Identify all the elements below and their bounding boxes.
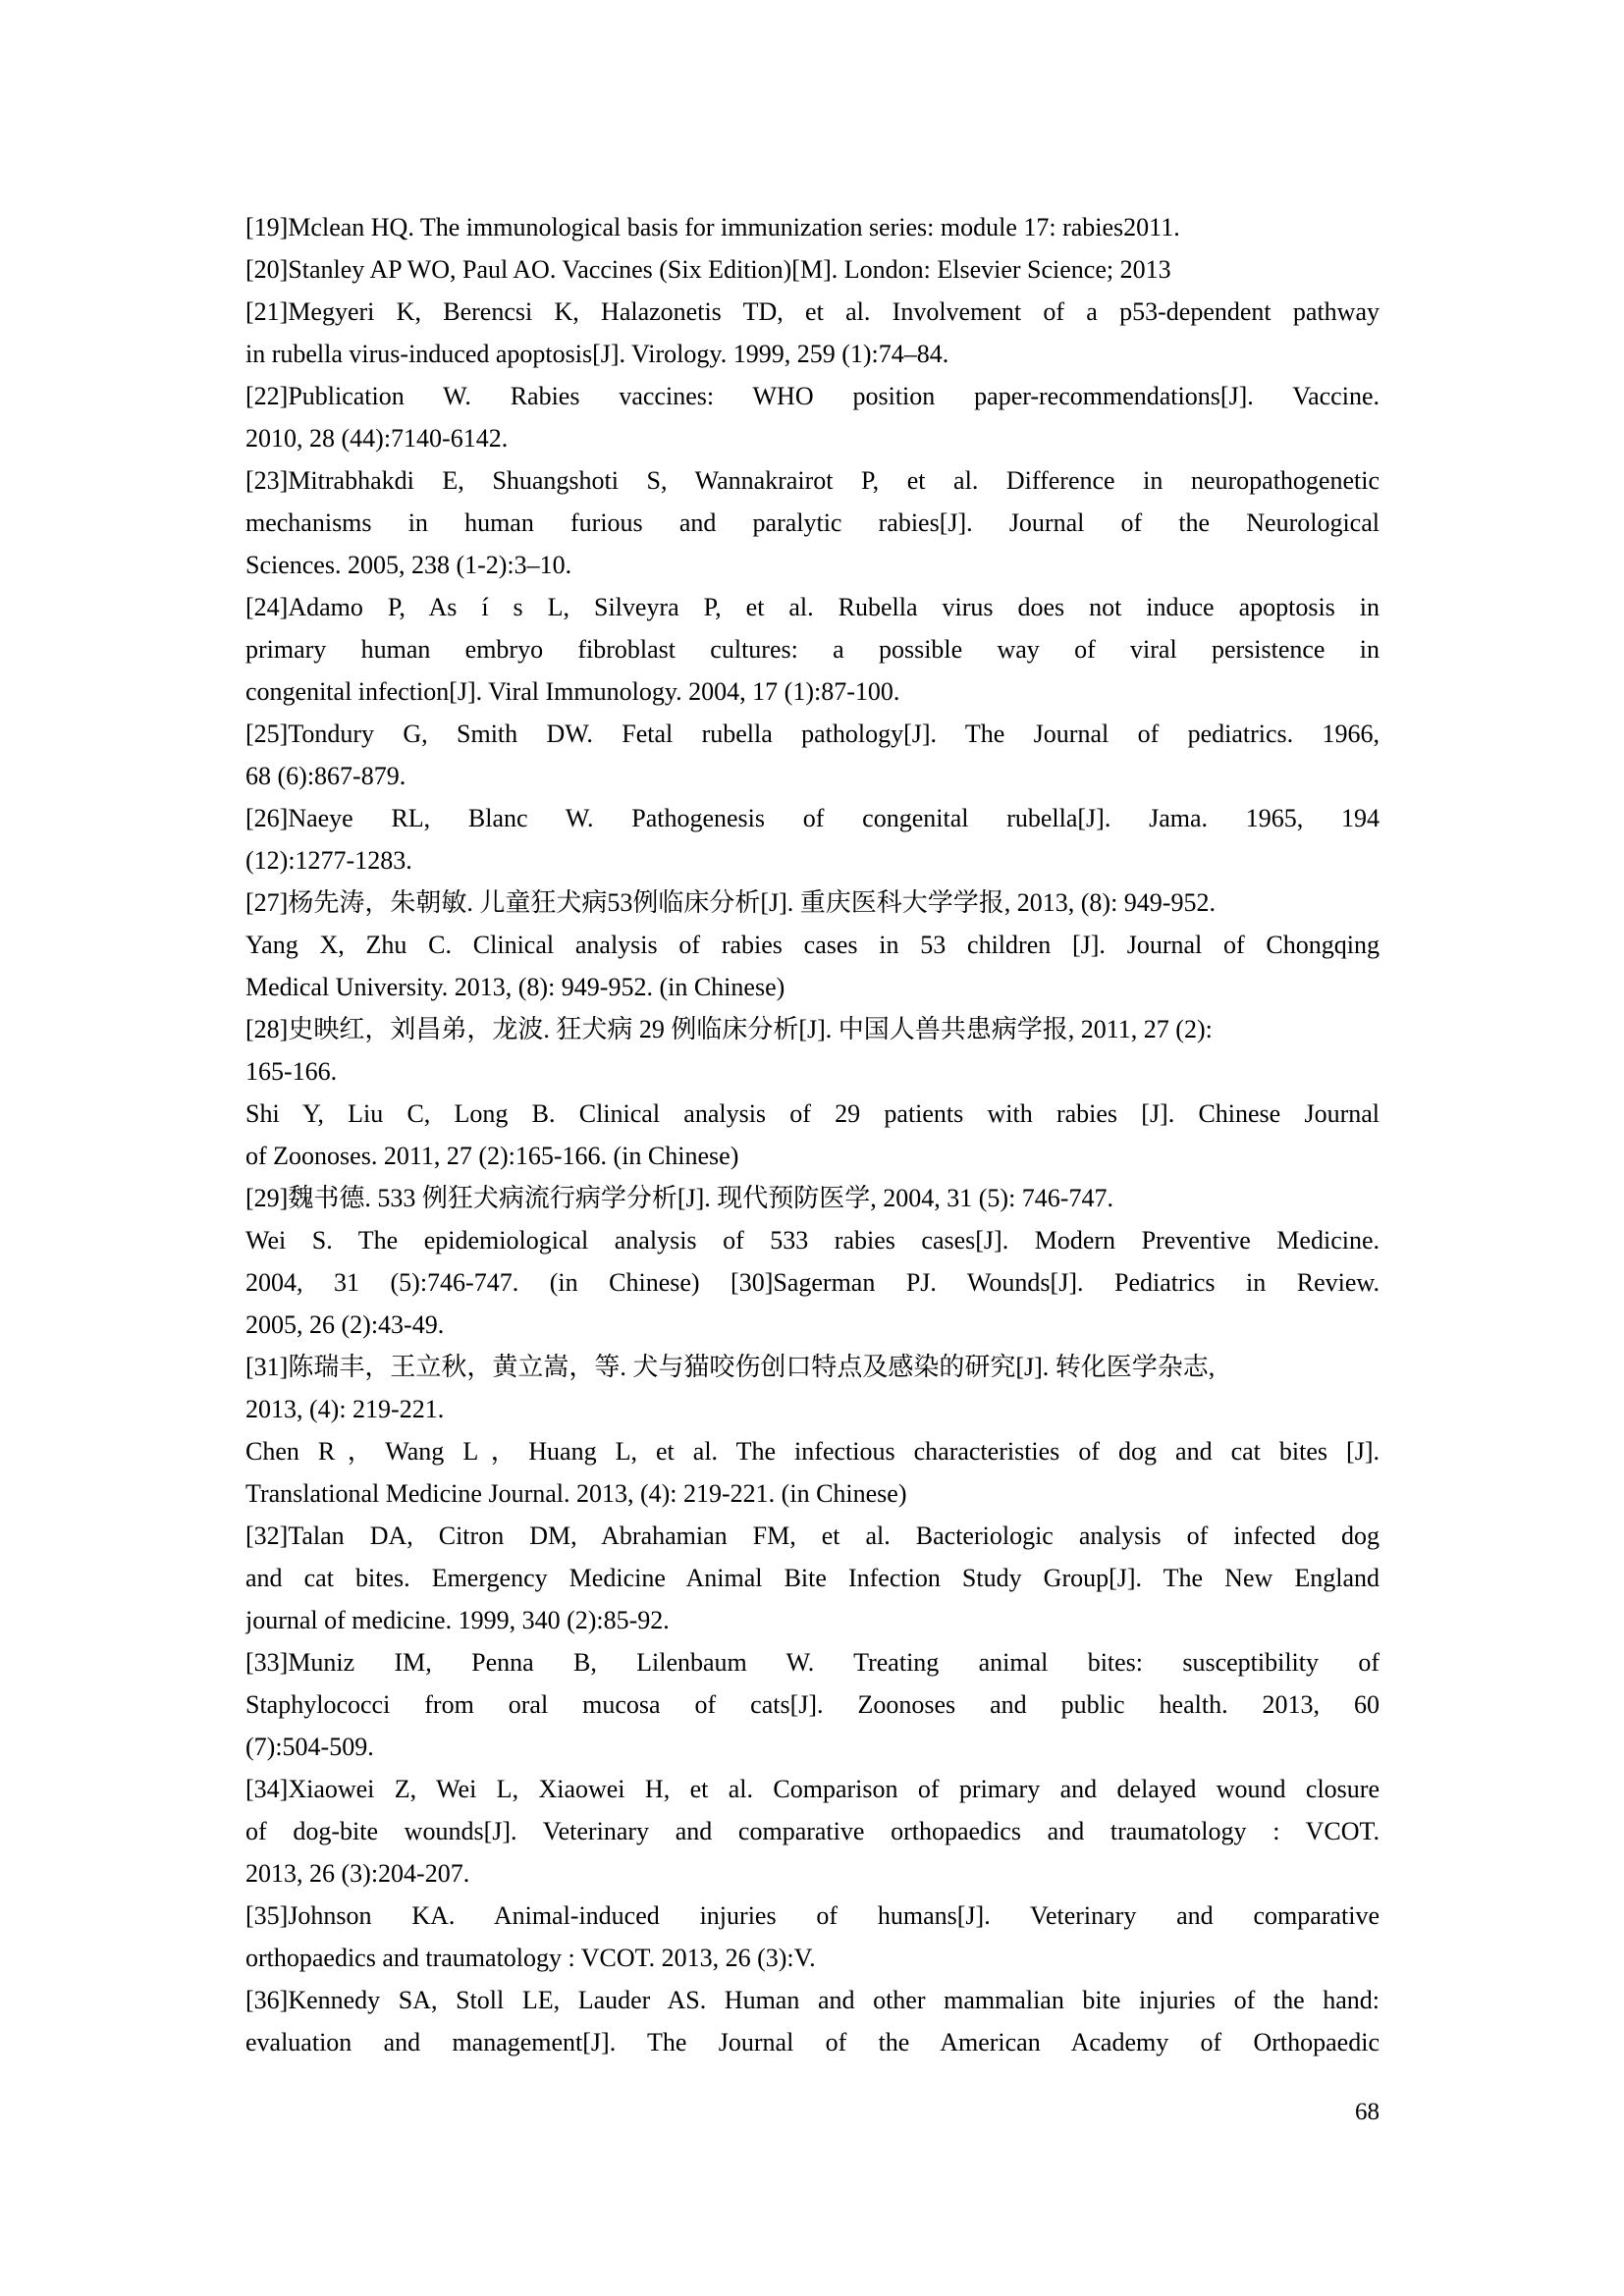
reference-entry	[245, 1515, 1380, 1641]
reference-line: 68 (6):867-879.	[245, 762, 406, 790]
reference-entry	[245, 713, 1380, 797]
reference-line: [29]魏书德. 533 例狂犬病流行病学分析[J]. 现代预防医学, 2004, 31 (5): 746-747.	[245, 1184, 1113, 1212]
reference-entry	[245, 1177, 1380, 1346]
reference-line: [27]杨先涛，朱朝敏. 儿童狂犬病53例临床分析[J]. 重庆医科大学学报, 2013, (8): 949-952.	[245, 888, 1216, 917]
reference-line: 2013, (4): 219-221.	[245, 1395, 445, 1423]
reference-line: [34]Xiaowei Z, Wei L, Xiaowei H, et al. Comparison of primary and delayed wound closure	[245, 1775, 1380, 1803]
reference-line: [22]Publication W. Rabies vaccines: WHO position paper-recommendations[J]. Vaccine.	[245, 382, 1380, 410]
reference-line: [25]Tondury G, Smith DW. Fetal rubella pathology[J]. The Journal of pediatrics. 1966,	[245, 720, 1380, 748]
reference-line: [19]Mclean HQ. The immunological basis for immunization series: module 17: rabies2011.	[245, 213, 1180, 241]
reference-line: [23]Mitrabhakdi E, Shuangshoti S, Wannakrairot P, et al. Difference in neuropathogenetic	[245, 466, 1380, 495]
reference-entry	[245, 375, 1380, 459]
reference-line: of dog-bite wounds[J]. Veterinary and comparative orthopaedics and traumatology : VCOT.	[245, 1817, 1380, 1845]
reference-line: [36]Kennedy SA, Stoll LE, Lauder AS. Human and other mammalian bite injuries of the hand:	[245, 1986, 1380, 2014]
reference-line: (12):1277-1283.	[245, 846, 412, 875]
reference-line: [24]Adamo P, As í s L, Silveyra P, et al. Rubella virus does not induce apoptosis in	[245, 593, 1380, 621]
reference-line: [28]史映红，刘昌弟，龙波. 狂犬病 29 例临床分析[J]. 中国人兽共患病学报, 2011, 27 (2):	[245, 1015, 1213, 1043]
reference-line: evaluation and management[J]. The Journal of the American Academy of Orthopaedic	[245, 2028, 1380, 2056]
reference-line: mechanisms in human furious and paralytic rabies[J]. Journal of the Neurological	[245, 508, 1380, 537]
reference-entry	[245, 291, 1380, 375]
page-number: 68	[1355, 2099, 1380, 2125]
reference-line: [33]Muniz IM, Penna B, Lilenbaum W. Treating animal bites: susceptibility of	[245, 1648, 1380, 1677]
reference-entry	[245, 1895, 1380, 1979]
reference-line: orthopaedics and traumatology : VCOT. 2013, 26 (3):V.	[245, 1944, 816, 1972]
reference-line: [26]Naeye RL, Blanc W. Pathogenesis of congenital rubella[J]. Jama. 1965, 194	[245, 804, 1380, 832]
reference-line: [35]Johnson KA. Animal-induced injuries of humans[J]. Veterinary and comparative	[245, 1901, 1380, 1930]
reference-line: Yang X, Zhu C. Clinical analysis of rabies cases in 53 children [J]. Journal of Chongqing	[245, 931, 1380, 959]
reference-line: Medical University. 2013, (8): 949-952. (in Chinese)	[245, 973, 785, 1001]
reference-entry	[245, 459, 1380, 586]
reference-line: primary human embryo fibroblast cultures: a possible way of viral persistence in	[245, 635, 1380, 664]
reference-line: Staphylococci from oral mucosa of cats[J]. Zoonoses and public health. 2013, 60	[245, 1690, 1380, 1719]
reference-entry	[245, 881, 1380, 1008]
reference-line: [31]陈瑞丰，王立秋，黄立嵩，等. 犬与猫咬伤创口特点及感染的研究[J]. 转化医学杂志,	[245, 1353, 1216, 1381]
reference-entry	[245, 1641, 1380, 1768]
reference-line: and cat bites. Emergency Medicine Animal Bite Infection Study Group[J]. The New England	[245, 1564, 1380, 1592]
reference-line: 2004, 31 (5):746-747. (in Chinese) [30]Sagerman PJ. Wounds[J]. Pediatrics in Review.	[245, 1268, 1380, 1297]
reference-entry	[245, 1346, 1380, 1515]
reference-line: Shi Y, Liu C, Long B. Clinical analysis of 29 patients with rabies [J]. Chinese Journal	[245, 1099, 1380, 1128]
reference-line: congenital infection[J]. Viral Immunology. 2004, 17 (1):87-100.	[245, 677, 900, 706]
reference-line: [21]Megyeri K, Berencsi K, Halazonetis TD, et al. Involvement of a p53-dependent pathway	[245, 297, 1380, 326]
reference-line: Wei S. The epidemiological analysis of 533 rabies cases[J]. Modern Preventive Medicine.	[245, 1226, 1380, 1255]
reference-entry	[245, 586, 1380, 713]
reference-line: [32]Talan DA, Citron DM, Abrahamian FM, et al. Bacteriologic analysis of infected dog	[245, 1522, 1380, 1550]
reference-line: 2013, 26 (3):204-207.	[245, 1859, 470, 1888]
reference-entry	[245, 1008, 1380, 1177]
reference-entry	[245, 1979, 1380, 2063]
reference-entry	[245, 1768, 1380, 1895]
reference-entry	[245, 206, 1380, 248]
reference-line: in rubella virus-induced apoptosis[J]. Virology. 1999, 259 (1):74–84.	[245, 340, 949, 368]
reference-line: [20]Stanley AP WO, Paul AO. Vaccines (Six Edition)[M]. London: Elsevier Science; 2013	[245, 255, 1171, 284]
references-list	[245, 206, 1380, 2063]
reference-line: Chen R，Wang L，Huang L, et al. The infectious characteristies of dog and cat bites [J].	[245, 1437, 1380, 1466]
reference-line: Translational Medicine Journal. 2013, (4): 219-221. (in Chinese)	[245, 1479, 907, 1508]
reference-line: 2005, 26 (2):43-49.	[245, 1310, 445, 1339]
reference-line: Sciences. 2005, 238 (1-2):3–10.	[245, 551, 572, 579]
reference-line: 2010, 28 (44):7140-6142.	[245, 424, 509, 453]
reference-line: of Zoonoses. 2011, 27 (2):165-166. (in Chinese)	[245, 1142, 739, 1170]
reference-line: journal of medicine. 1999, 340 (2):85-92.	[245, 1606, 670, 1634]
reference-line: 165-166.	[245, 1057, 338, 1086]
reference-entry	[245, 797, 1380, 881]
reference-line: (7):504-509.	[245, 1733, 374, 1761]
reference-entry	[245, 248, 1380, 291]
